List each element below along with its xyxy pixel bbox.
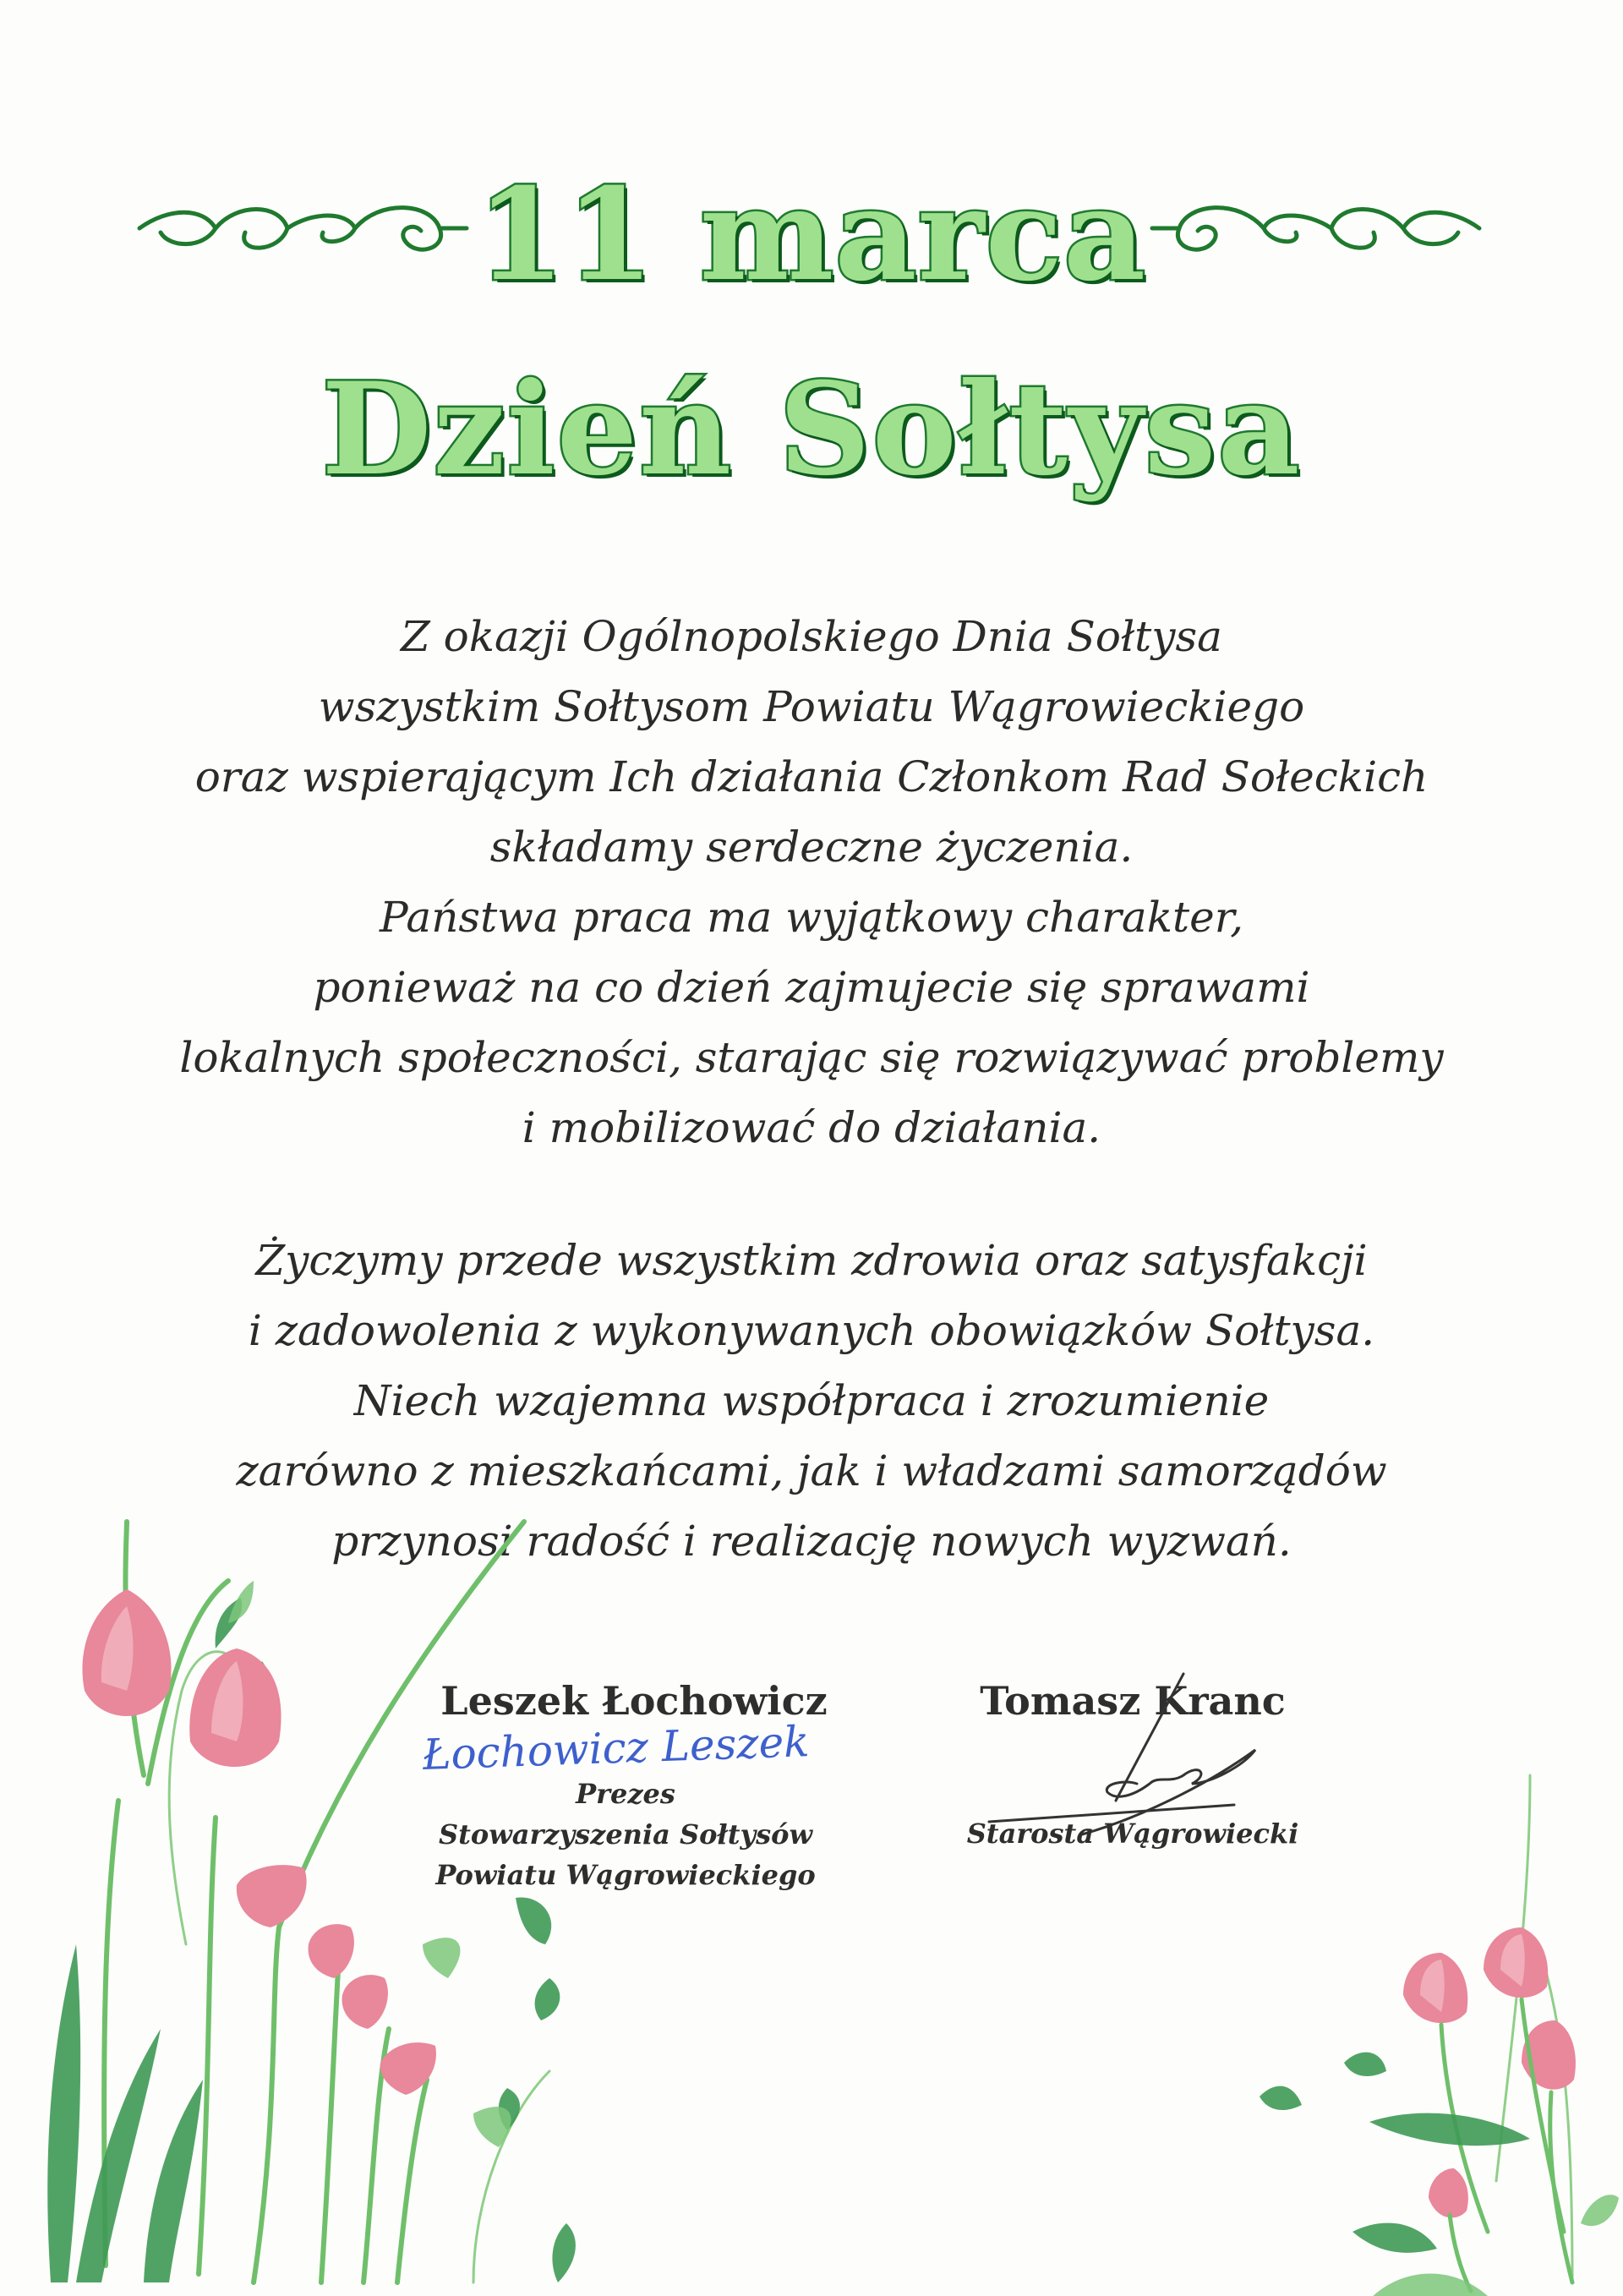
text-line: lokalnych społeczności, starając się rozwiązywać problemy [179,1033,1444,1082]
text-line: Niech wzajemna współpraca i zrozumienie [353,1376,1270,1425]
text-line: ponieważ na co dzień zajmujecie się sprawami [313,963,1310,1012]
text-line: składamy serdeczne życzenia. [489,823,1134,872]
title-date: 11 marca [476,161,1147,309]
text-line: Państwa praca ma wyjątkowy charakter, [380,893,1243,942]
signatory-left-role [423,1774,828,1895]
greeting-paragraph-1 [0,602,1623,1163]
text-line: przynosi radość i realizację nowych wyzwań. [331,1517,1292,1566]
text-line: i zadowolenia z wykonywanych obowiązków Sołtysa. [248,1306,1375,1355]
role-line: Prezes [576,1778,675,1810]
text-line: wszystkim Sołtysom Powiatu Wągrowieckiego [318,682,1305,731]
greeting-paragraph-2 [0,1226,1623,1577]
role-line: Stowarzyszenia Sołtysów [438,1818,813,1850]
page-title: Dzień Sołtysa [321,355,1302,504]
role-line: Powiatu Wągrowieckiego [435,1859,816,1891]
text-line: oraz wspierającym Ich działania Członkom Rad Sołeckich [194,752,1429,801]
text-line: Życzymy przede wszystkim zdrowia oraz satysfakcji [255,1236,1368,1285]
svg-text:Łochowicz Leszek: Łochowicz Leszek [422,1717,811,1780]
signatory-right-role [955,1813,1310,1854]
role-line: Starosta Wągrowiecki [966,1818,1299,1850]
text-line: i mobilizować do działania. [522,1103,1101,1152]
signatory-left-name: Leszek Łochowicz [440,1678,828,1724]
text-line: zarówno z mieszkańcami, jak i władzami samorządów [236,1446,1387,1495]
text-line: Z okazji Ogólnopolskiego Dnia Sołtysa [401,612,1222,661]
signatory-right-name: Tomasz Kranc [980,1678,1286,1724]
